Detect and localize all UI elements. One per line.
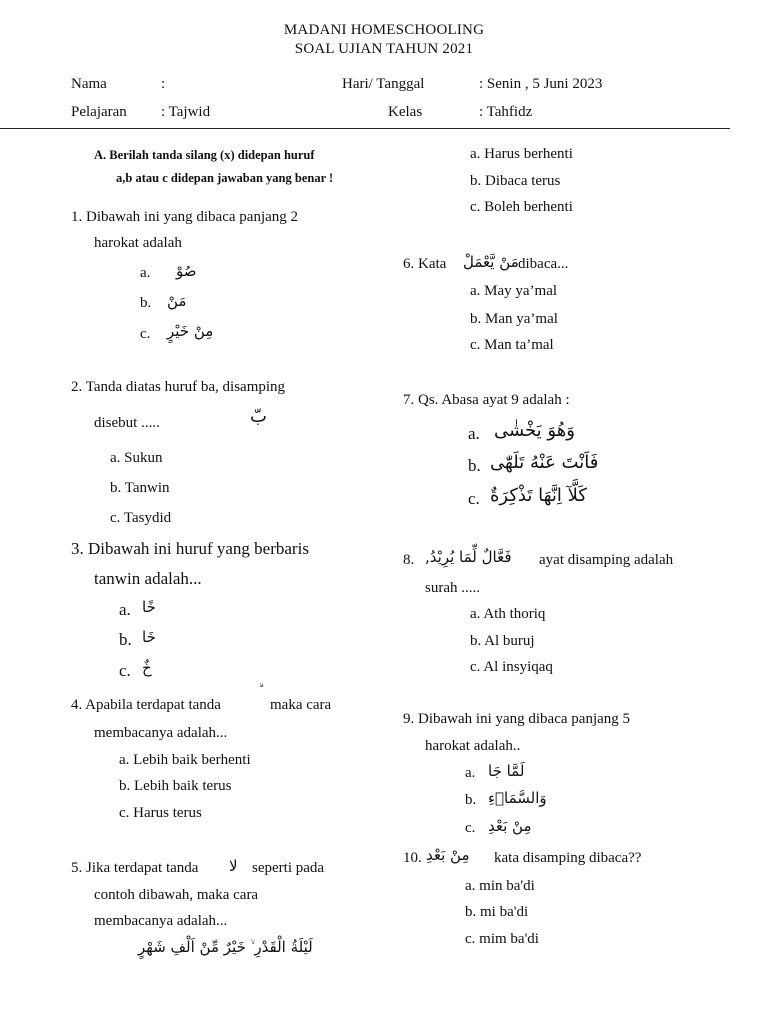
q4-text-line2: membacanya adalah... [94, 725, 228, 741]
school-name: MADANI HOMESCHOOLING [283, 22, 485, 38]
q8-option-b: b. Al buruj [470, 633, 535, 649]
q1-text-line1: 1. Dibawah ini yang dibaca panjang 2 [71, 209, 299, 225]
q7-text: 7. Qs. Abasa ayat 9 adalah : [403, 392, 570, 408]
q9-option-a-arabic: لَمَّا جَا [488, 762, 525, 780]
nama-colon: : [161, 76, 166, 92]
q5-option-c: c. Boleh berhenti [470, 199, 573, 215]
q7-option-a-letter: a. [468, 424, 480, 443]
q9-option-c-letter: c. [465, 820, 476, 836]
q5-text-line2: contoh dibawah, maka cara [94, 887, 259, 903]
q6-option-b: b. Man ya’mal [470, 311, 558, 327]
q10-option-b: b. mi ba'di [465, 904, 529, 920]
q10-option-c: c. mim ba'di [465, 931, 539, 947]
q2-text-line1: 2. Tanda diatas huruf ba, disamping [71, 379, 286, 395]
q1-option-c-arabic: مِنْ خَيْرٍ [167, 322, 214, 340]
q3-text-line1: 3. Dibawah ini huruf yang berbaris [71, 539, 309, 558]
q1-text-line2: harokat adalah [94, 235, 182, 251]
q5-text-line1: 5. Jika terdapat tanda [71, 860, 199, 876]
header-divider [0, 128, 730, 129]
exam-title: SOAL UJIAN TAHUN 2021 [294, 41, 474, 57]
q1-option-c-letter: c. [140, 326, 151, 342]
instruction-line2: a,b atau c didepan jawaban yang benar ! [116, 171, 334, 185]
q7-option-b-letter: b. [468, 456, 481, 475]
q3-option-b-arabic: خَا [142, 628, 156, 646]
q8-option-a: a. Ath thoriq [470, 606, 546, 622]
q3-option-b-letter: b. [119, 630, 132, 649]
q1-option-a-arabic: صُوْ [176, 262, 197, 280]
pelajaran-label: Pelajaran [71, 104, 127, 120]
q5-waqf-mark: لا [229, 857, 238, 875]
q4-option-a: a. Lebih baik berhenti [119, 752, 251, 768]
q7-option-c-letter: c. [468, 489, 480, 508]
q9-text-line2: harokat adalah.. [425, 738, 521, 754]
q8-number: 8. [403, 552, 415, 568]
q10-number: 10. [403, 850, 422, 866]
hari-value: : Senin , 5 Juni 2023 [479, 76, 603, 92]
pelajaran-value: : Tajwid [161, 104, 211, 120]
q5-option-a: a. Harus berhenti [470, 146, 573, 162]
q4-option-c: c. Harus terus [119, 805, 202, 821]
q1-option-b-arabic: مَنْ [167, 292, 187, 310]
q8-option-c: c. Al insyiqaq [470, 659, 553, 675]
q9-option-c-arabic: مِنْ بَعْدِ [488, 817, 532, 835]
q2-option-b: b. Tanwin [110, 480, 170, 496]
q3-option-c-letter: c. [119, 661, 131, 680]
q7-option-c-arabic: كَلَّآ اِنَّهَا تَذْكِرَةٌ [490, 485, 587, 506]
nama-label: Nama [71, 76, 107, 92]
q2-option-a: a. Sukun [110, 450, 163, 466]
q9-option-a-letter: a. [465, 765, 476, 781]
q2-text-line2: disebut ..... [94, 415, 160, 431]
q9-text-line1: 9. Dibawah ini yang dibaca panjang 5 [403, 711, 631, 727]
q7-option-a-arabic: وَهُوَ يَخْشٰى [494, 420, 575, 441]
q3-text-line2: tanwin adalah... [94, 569, 202, 588]
q8-arabic-ayah: فَعَّالٌ لِّمَا يُرِيْدُ, [425, 548, 512, 566]
q10-arabic-word: مِنْ بَعْدِ [426, 846, 470, 864]
instruction-line1: A. Berilah tanda silang (x) didepan huruf [94, 148, 315, 162]
q5-text-line3: membacanya adalah... [94, 913, 228, 929]
q4-text-line1b: maka cara [270, 697, 332, 713]
kelas-label: Kelas [388, 104, 423, 120]
q6-text-start: 6. Kata [403, 256, 447, 272]
q2-option-c: c. Tasydid [110, 510, 172, 526]
q9-option-b-arabic: وَالسَّمَاۤءِ [488, 789, 547, 807]
q6-option-c: c. Man ta’mal [470, 337, 554, 353]
q5-option-b: b. Dibaca terus [470, 173, 561, 189]
q5-text-line1b: seperti pada [252, 860, 325, 876]
hari-label: Hari/ Tanggal [342, 76, 425, 92]
q1-option-b-letter: b. [140, 295, 152, 311]
q4-text-line1: 4. Apabila terdapat tanda [71, 697, 221, 713]
q10-option-a: a. min ba'di [465, 878, 535, 894]
q3-option-a-arabic: خًا [142, 598, 156, 616]
q6-arabic-word: مَنْ يَّعْمَلْ [463, 253, 519, 271]
q8-text-line2: surah ..... [425, 580, 480, 596]
q10-text-end: kata disamping dibaca?? [494, 850, 642, 866]
q5-example-arabic: لَيْلَةُ الْقَدْرِ ۙ خَيْرٌ مِّنْ اَلْفِ شَهْرٍ [138, 938, 313, 956]
q2-ba-tasydid: بّ [250, 406, 267, 427]
q7-option-b-arabic: فَاَنْتَ عَنْهُ تَلَهّٰى [490, 452, 599, 473]
q6-option-a: a. May ya’mal [470, 283, 558, 299]
q6-text-end: dibaca... [518, 256, 569, 272]
q4-option-b: b. Lebih baik terus [119, 778, 232, 794]
q3-option-a-letter: a. [119, 600, 131, 619]
q1-option-a-letter: a. [140, 265, 151, 281]
q9-option-b-letter: b. [465, 792, 477, 808]
q3-option-c-arabic: خٌ [142, 659, 152, 677]
kelas-value: : Tahfidz [479, 104, 533, 120]
q8-text-end: ayat disamping adalah [539, 552, 674, 568]
